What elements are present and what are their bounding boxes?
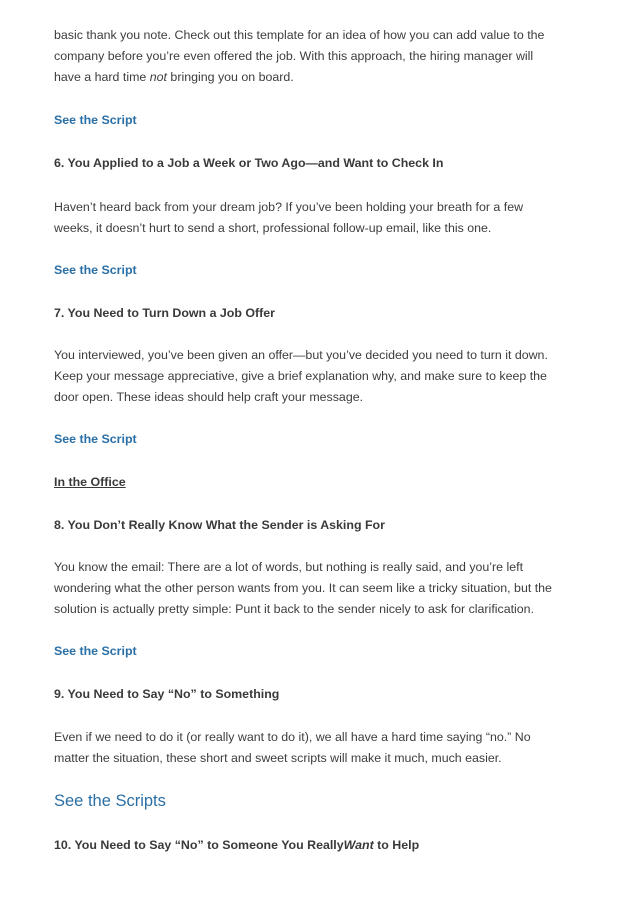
section-heading-in-the-office: In the Office <box>54 475 126 489</box>
item-6-paragraph <box>54 197 594 239</box>
item-7-paragraph <box>54 345 594 408</box>
item-10-heading <box>54 836 419 854</box>
item-8-line-2: wondering what the other person wants from you. It can seem like a tricky situation, but the <box>54 581 552 595</box>
item-7-heading: 7. You Need to Turn Down a Job Offer <box>54 306 275 320</box>
item-10-heading-before: 10. You Need to Say “No” to Someone You Really <box>54 838 344 852</box>
intro-line-1: basic thank you note. Check out this template for an idea of how you can add value to the <box>54 28 545 42</box>
item-8-line-3: solution is actually pretty simple: Punt it back to the sender nicely to ask for clarification. <box>54 602 535 616</box>
item-7-line-1: You interviewed, you’ve been given an offer—but you’ve decided you need to turn it down. <box>54 348 548 362</box>
intro-line-3-after: bringing you on board. <box>166 70 294 84</box>
item-9-line-2: matter the situation, these short and sweet scripts will make it much, much easier. <box>54 751 502 765</box>
see-the-script-link-7[interactable]: See the Script <box>54 432 137 446</box>
item-9-heading: 9. You Need to Say “No” to Something <box>54 687 280 701</box>
item-9-line-1: Even if we need to do it (or really want to do it), we all have a hard time saying “no.” No <box>54 730 531 744</box>
intro-paragraph <box>54 25 594 88</box>
item-7-line-2: Keep your message appreciative, give a brief explanation why, and make sure to keep the <box>54 369 547 383</box>
see-the-scripts-link-9[interactable]: See the Scripts <box>54 792 166 810</box>
intro-emphasis-not: not <box>149 70 167 84</box>
item-6-line-2: weeks, it doesn’t hurt to send a short, professional follow-up email, like this one. <box>54 221 492 235</box>
item-9-paragraph <box>54 727 594 769</box>
see-the-script-link-5[interactable]: See the Script <box>54 113 137 127</box>
item-8-paragraph <box>54 557 594 620</box>
item-8-line-1: You know the email: There are a lot of words, but nothing is really said, and you’re left <box>54 560 524 574</box>
see-the-script-link-6[interactable]: See the Script <box>54 263 137 277</box>
intro-line-2: company before you’re even offered the job. With this approach, the hiring manager will <box>54 49 534 63</box>
item-6-heading: 6. You Applied to a Job a Week or Two Ago—and Want to Check In <box>54 156 444 170</box>
item-8-heading: 8. You Don’t Really Know What the Sender is Asking For <box>54 518 385 532</box>
intro-line-3-before: have a hard time <box>54 70 150 84</box>
item-10-heading-emphasis: Want <box>343 838 374 852</box>
see-the-script-link-8[interactable]: See the Script <box>54 644 137 658</box>
item-10-heading-after: to Help <box>373 838 420 852</box>
item-6-line-1: Haven’t heard back from your dream job? If you’ve been holding your breath for a few <box>54 200 524 214</box>
item-7-line-3: door open. These ideas should help craft your message. <box>54 390 364 404</box>
